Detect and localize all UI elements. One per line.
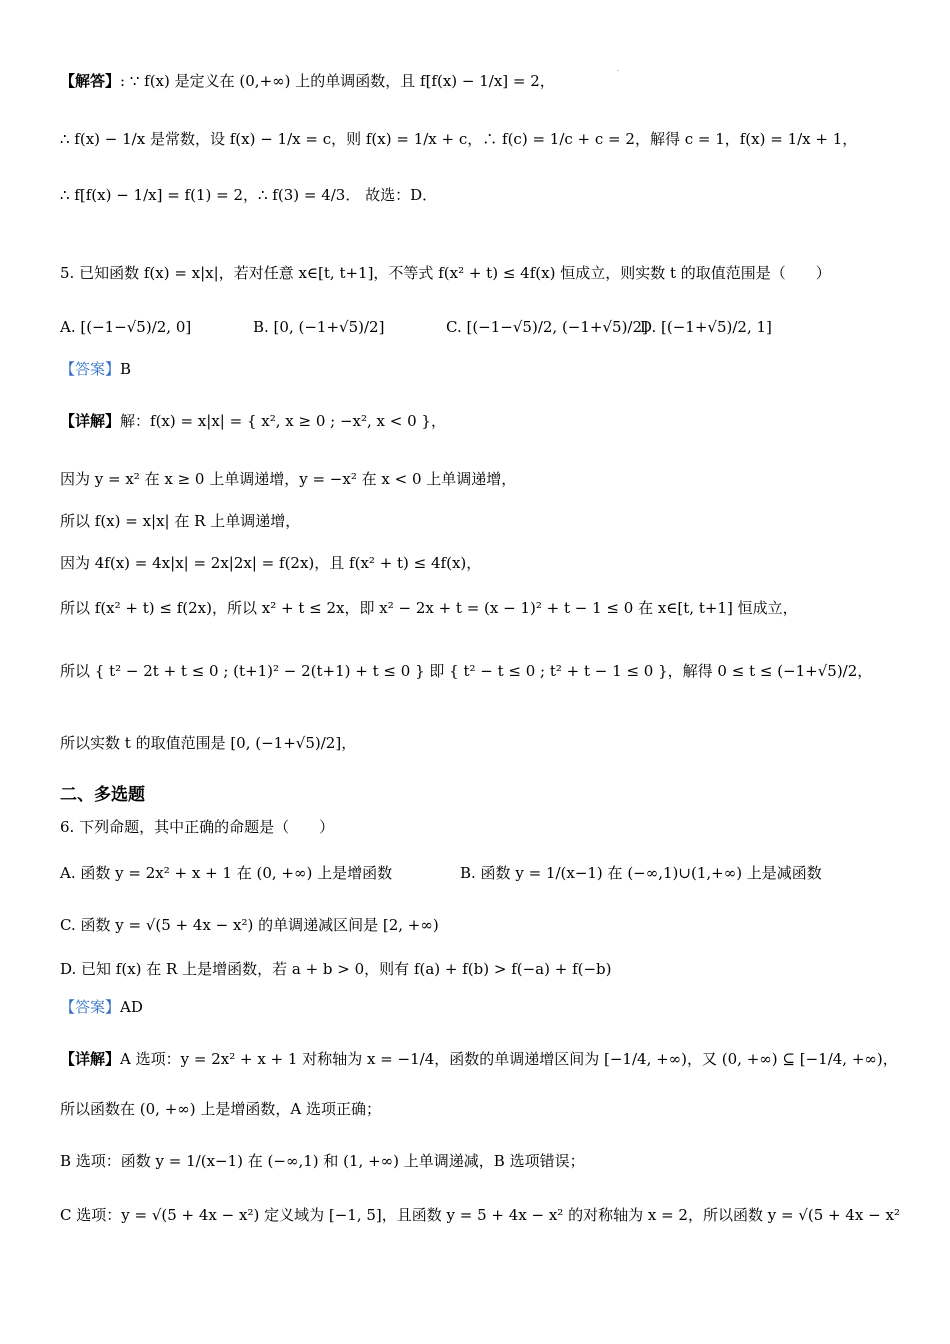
q5-option-d: D. [(−1+√5)/2, 1] [640, 318, 772, 336]
q6-option-d: D. 已知 f(x) 在 R 上是增函数，若 a + b > 0，则有 f(a) + f(b) > f(−a) + f(−b) [60, 960, 612, 978]
q6-answer [60, 996, 143, 1018]
q5-option-b: B. [0, (−1+√5)/2] [253, 318, 385, 336]
solution-line1-text: : ∵ f(x) 是定义在 (0,+∞) 上的单调函数，且 f[f(x) − 1/x] = 2， [120, 72, 555, 90]
q6-detail-line3: B 选项：函数 y = 1/(x−1) 在 (−∞,1) 和 (1, +∞) 上单调递减，B 选项错误； [60, 1152, 585, 1170]
q5-detail-line3: 所以 f(x) = x|x| 在 R 上单调递增， [60, 512, 301, 530]
q5-detail-line5: 所以 f(x² + t) ≤ f(2x)，所以 x² + t ≤ 2x，即 x² − 2x + t = (x − 1)² + t − 1 ≤ 0 在 x∈[t, t+1] 恒成立， [60, 599, 798, 617]
q5-detail-line1 [60, 410, 446, 432]
q6-detail-line4: C 选项：y = √(5 + 4x − x²) 定义域为 [−1, 5]，且函数 y = 5 + 4x − x² 的对称轴为 x = 2，所以函数 y = √(5 + 4x − x² [60, 1206, 900, 1224]
detail-label: 【详解】 [60, 1050, 121, 1068]
prev-solution-line1 [60, 70, 555, 92]
scan-dot: · [617, 68, 619, 75]
detail-text: A 选项：y = 2x² + x + 1 对称轴为 x = −1/4，函数的单调递增区间为 [−1/4, +∞)，又 (0, +∞) ⊆ [−1/4, +∞)， [120, 1050, 898, 1068]
q5-detail-line4: 因为 4f(x) = 4x|x| = 2x|2x| = f(2x)，且 f(x² + t) ≤ 4f(x)， [60, 554, 482, 572]
q6-detail-line2: 所以函数在 (0, +∞) 上是增函数，A 选项正确； [60, 1100, 381, 1118]
detail-text: 解：f(x) = x|x| = { x², x ≥ 0 ; −x², x < 0 }， [120, 412, 446, 430]
q5-stem: 5. 已知函数 f(x) = x|x|，若对任意 x∈[t, t+1]，不等式 f(x² + t) ≤ 4f(x) 恒成立，则实数 t 的取值范围是（ ） [60, 264, 831, 282]
q5-option-a: A. [(−1−√5)/2, 0] [60, 318, 192, 336]
section-title: 二、多选题 [60, 785, 145, 805]
q6-option-c: C. 函数 y = √(5 + 4x − x²) 的单调递减区间是 [2, +∞) [60, 916, 439, 934]
q5-detail-line6: 所以 { t² − 2t + t ≤ 0 ; (t+1)² − 2(t+1) + t ≤ 0 } 即 { t² − t ≤ 0 ; t² + t − 1 ≤ 0 }，解得 0 ≤ t ≤ (−1+√5)/2， [60, 662, 873, 680]
q6-option-a: A. 函数 y = 2x² + x + 1 在 (0, +∞) 上是增函数 [60, 864, 393, 882]
q6-stem: 6. 下列命题，其中正确的命题是（ ） [60, 818, 335, 836]
answer-label: 【答案】 [60, 998, 121, 1016]
q6-detail-line1 [60, 1048, 898, 1070]
q5-answer [60, 358, 131, 380]
q5-option-c: C. [(−1−√5)/2, (−1+√5)/2] [446, 318, 648, 336]
detail-label: 【详解】 [60, 412, 121, 430]
prev-solution-line3: ∴ f[f(x) − 1/x] = f(1) = 2，∴ f(3) = 4/3． 故选：D． [60, 186, 438, 204]
solution-label: 【解答】 [60, 72, 121, 90]
answer-value: B [120, 360, 132, 378]
answer-label: 【答案】 [60, 360, 121, 378]
answer-value: AD [120, 998, 143, 1016]
q6-option-b: B. 函数 y = 1/(x−1) 在 (−∞,1)∪(1,+∞) 上是减函数 [460, 864, 822, 882]
prev-solution-line2: ∴ f(x) − 1/x 是常数，设 f(x) − 1/x = c，则 f(x) = 1/x + c，∴ f(c) = 1/c + c = 2，解得 c = 1，f(x) = 1/x + 1， [60, 130, 858, 148]
q5-detail-line7: 所以实数 t 的取值范围是 [0, (−1+√5)/2]， [60, 734, 357, 752]
q5-detail-line2: 因为 y = x² 在 x ≥ 0 上单调递增，y = −x² 在 x < 0 上单调递增， [60, 470, 517, 488]
